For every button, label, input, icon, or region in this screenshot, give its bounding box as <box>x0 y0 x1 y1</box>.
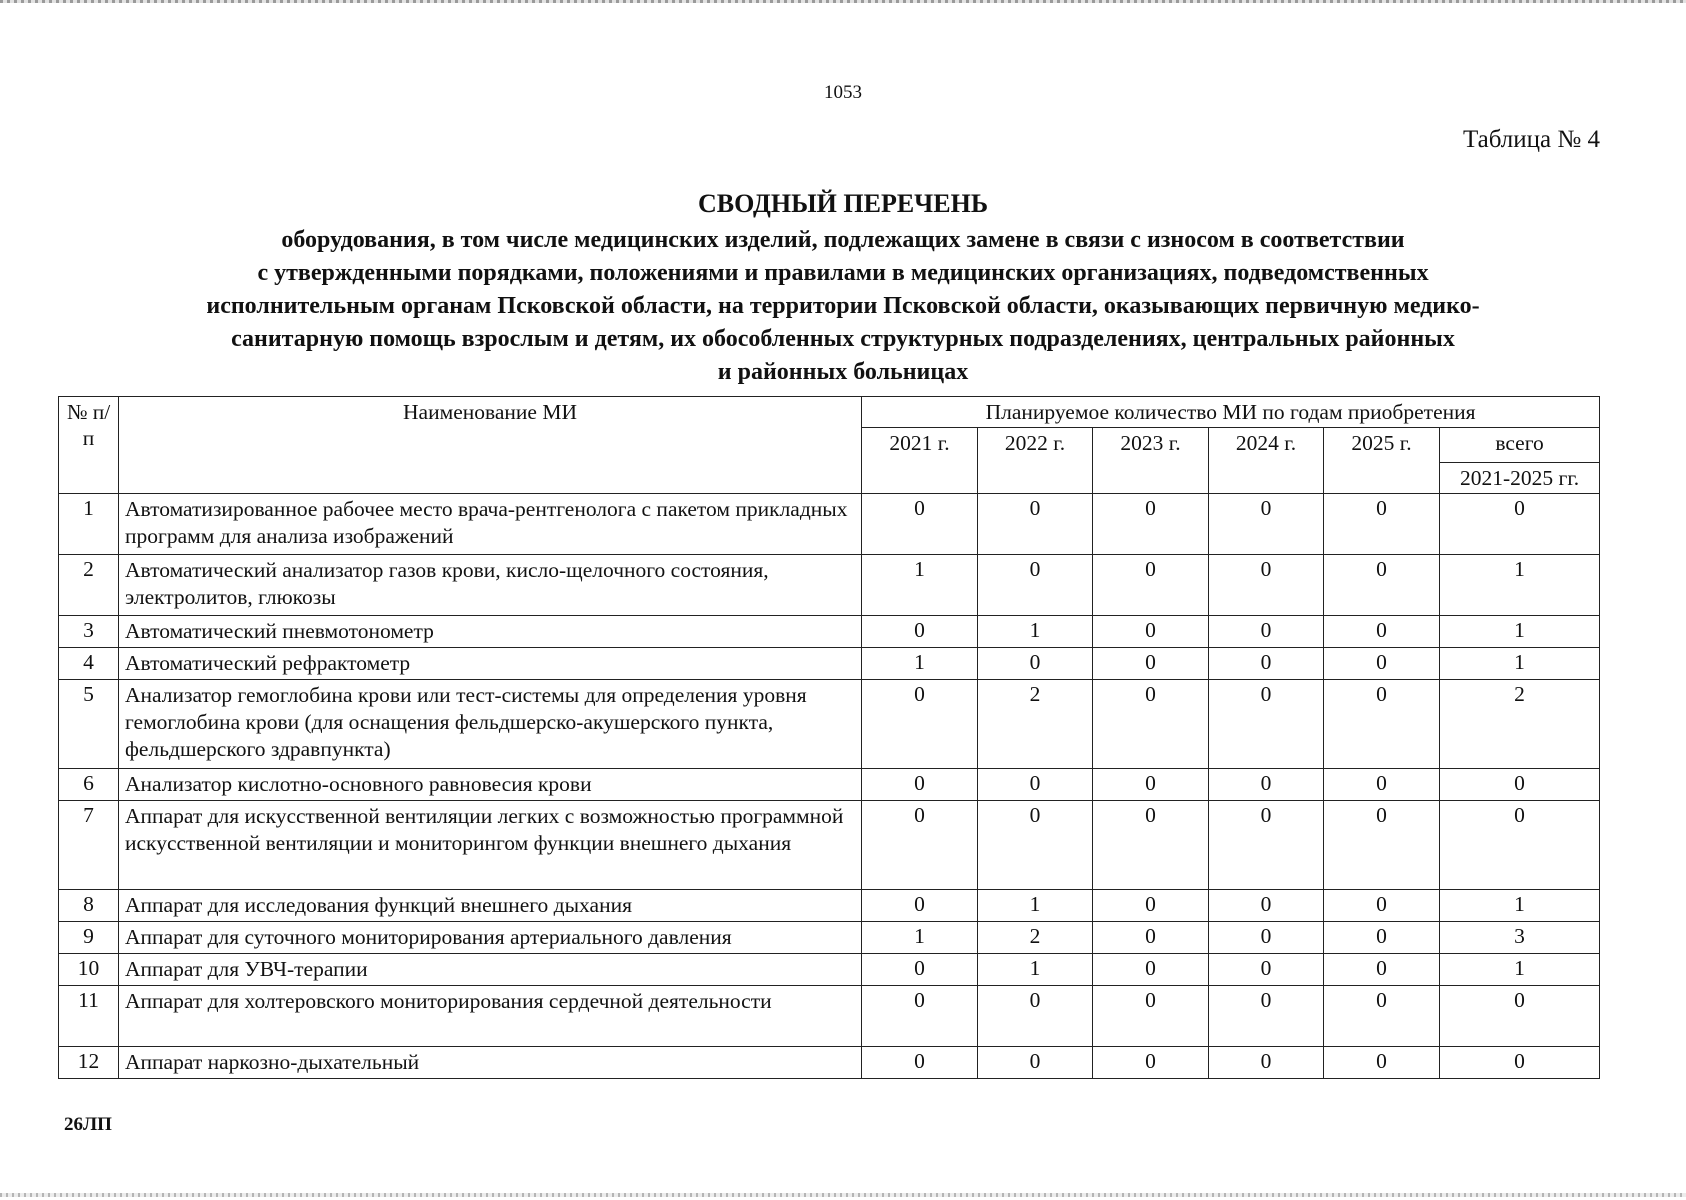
value-2024: 0 <box>1209 954 1324 986</box>
value-2025: 0 <box>1324 986 1440 1047</box>
value-2021: 0 <box>862 986 978 1047</box>
value-2025: 0 <box>1324 648 1440 680</box>
value-total: 0 <box>1440 769 1600 801</box>
item-name: Автоматизированное рабочее место врача-рентгенолога с пакетом прикладных программ для анализа изображений <box>119 494 862 555</box>
value-2024: 0 <box>1209 494 1324 555</box>
item-name: Анализатор кислотно-основного равновесия крови <box>119 769 862 801</box>
value-2024: 0 <box>1209 769 1324 801</box>
value-2021: 0 <box>862 890 978 922</box>
value-2025: 0 <box>1324 922 1440 954</box>
value-2022: 0 <box>978 648 1093 680</box>
row-number: 6 <box>59 769 119 801</box>
value-total: 2 <box>1440 680 1600 769</box>
item-name: Аппарат для суточного мониторирования артериального давления <box>119 922 862 954</box>
value-2021: 0 <box>862 801 978 890</box>
table-row <box>59 616 1600 648</box>
item-name: Автоматический анализатор газов крови, кисло-щелочного состояния, электролитов, глюкозы <box>119 555 862 616</box>
header-planned: Планируемое количество МИ по годам приобретения <box>862 397 1600 428</box>
value-2023: 0 <box>1093 801 1209 890</box>
value-2023: 0 <box>1093 680 1209 769</box>
value-2021: 0 <box>862 616 978 648</box>
header-year: 2023 г. <box>1093 428 1209 494</box>
value-2022: 0 <box>978 801 1093 890</box>
value-2025: 0 <box>1324 680 1440 769</box>
value-2025: 0 <box>1324 801 1440 890</box>
value-2023: 0 <box>1093 648 1209 680</box>
document-title: СВОДНЫЙ ПЕРЕЧЕНЬ <box>697 189 989 218</box>
value-2025: 0 <box>1324 1047 1440 1079</box>
header-total: всего <box>1440 428 1600 463</box>
value-2022: 2 <box>978 680 1093 769</box>
table-row <box>59 494 1600 555</box>
value-2024: 0 <box>1209 555 1324 616</box>
row-number: 5 <box>59 680 119 769</box>
item-name: Аппарат для искусственной вентиляции легких с возможностью программной искусственной вентиляции и мониторингом функции внешнего дыхания <box>119 801 862 890</box>
footer-code: 26ЛП <box>64 1114 112 1135</box>
table-row <box>59 680 1600 769</box>
value-2022: 2 <box>978 922 1093 954</box>
value-2024: 0 <box>1209 648 1324 680</box>
value-2021: 0 <box>862 494 978 555</box>
table-row <box>59 890 1600 922</box>
row-number: 8 <box>59 890 119 922</box>
value-2022: 0 <box>978 769 1093 801</box>
header-year: 2022 г. <box>978 428 1093 494</box>
value-2022: 0 <box>978 986 1093 1047</box>
table-label: Таблица № 4 <box>1462 126 1600 153</box>
subtitle-line: оборудования, в том числе медицинских изделий, подлежащих замене в связи с износом в соответствии <box>281 227 1405 253</box>
value-2024: 0 <box>1209 801 1324 890</box>
value-2022: 1 <box>978 954 1093 986</box>
value-total: 1 <box>1440 890 1600 922</box>
item-name: Аппарат наркозно-дыхательный <box>119 1047 862 1079</box>
table-row <box>59 954 1600 986</box>
header-num: № п/п <box>59 397 119 494</box>
value-2023: 0 <box>1093 769 1209 801</box>
header-name: Наименование МИ <box>119 397 862 494</box>
subtitle-line: санитарную помощь взрослым и детям, их обособленных структурных подразделениях, центральных районных <box>231 326 1455 352</box>
row-number: 10 <box>59 954 119 986</box>
row-number: 4 <box>59 648 119 680</box>
row-number: 2 <box>59 555 119 616</box>
header-year: 2025 г. <box>1324 428 1440 494</box>
value-2021: 1 <box>862 555 978 616</box>
value-2023: 0 <box>1093 616 1209 648</box>
subtitle-line: с утвержденными порядками, положениями и правилами в медицинских организациях, подведомственных <box>257 260 1429 286</box>
item-name: Анализатор гемоглобина крови или тест-системы для определения уровня гемоглобина крови (для оснащения фельдшерско-акушерского пункта, фельдшерского здравпункта) <box>119 680 862 769</box>
row-number: 3 <box>59 616 119 648</box>
value-2025: 0 <box>1324 769 1440 801</box>
item-name: Аппарат для исследования функций внешнего дыхания <box>119 890 862 922</box>
value-2025: 0 <box>1324 890 1440 922</box>
value-total: 1 <box>1440 648 1600 680</box>
value-total: 0 <box>1440 986 1600 1047</box>
value-2023: 0 <box>1093 986 1209 1047</box>
value-2024: 0 <box>1209 922 1324 954</box>
value-total: 1 <box>1440 616 1600 648</box>
subtitle-line: и районных больницах <box>717 359 969 385</box>
value-2021: 0 <box>862 954 978 986</box>
table-row <box>59 648 1600 680</box>
value-total: 0 <box>1440 494 1600 555</box>
header-year: 2021 г. <box>862 428 978 494</box>
value-total: 0 <box>1440 1047 1600 1079</box>
value-2021: 0 <box>862 769 978 801</box>
value-2022: 0 <box>978 494 1093 555</box>
table-row <box>59 801 1600 890</box>
value-total: 0 <box>1440 801 1600 890</box>
value-2025: 0 <box>1324 494 1440 555</box>
item-name: Аппарат для УВЧ-терапии <box>119 954 862 986</box>
value-2025: 0 <box>1324 555 1440 616</box>
table-row <box>59 555 1600 616</box>
value-2025: 0 <box>1324 616 1440 648</box>
value-2023: 0 <box>1093 922 1209 954</box>
document-subtitle <box>50 224 1636 389</box>
value-2023: 0 <box>1093 1047 1209 1079</box>
value-2021: 1 <box>862 922 978 954</box>
scan-edge-top <box>0 0 1686 3</box>
value-2024: 0 <box>1209 986 1324 1047</box>
value-2021: 0 <box>862 680 978 769</box>
table-row <box>59 769 1600 801</box>
value-2022: 0 <box>978 1047 1093 1079</box>
header-year: 2024 г. <box>1209 428 1324 494</box>
item-name: Автоматический пневмотонометр <box>119 616 862 648</box>
value-total: 1 <box>1440 954 1600 986</box>
value-2022: 1 <box>978 616 1093 648</box>
scan-edge-bottom <box>0 1193 1686 1197</box>
value-2023: 0 <box>1093 890 1209 922</box>
row-number: 11 <box>59 986 119 1047</box>
value-total: 3 <box>1440 922 1600 954</box>
table-row <box>59 922 1600 954</box>
value-2024: 0 <box>1209 616 1324 648</box>
row-number: 12 <box>59 1047 119 1079</box>
page-number: 1053 <box>824 82 862 103</box>
value-2025: 0 <box>1324 954 1440 986</box>
header-total-period: 2021-2025 гг. <box>1440 463 1600 494</box>
table-row <box>59 1047 1600 1079</box>
equipment-table <box>58 396 1600 1079</box>
value-2022: 0 <box>978 555 1093 616</box>
value-2024: 0 <box>1209 1047 1324 1079</box>
value-total: 1 <box>1440 555 1600 616</box>
value-2024: 0 <box>1209 890 1324 922</box>
item-name: Аппарат для холтеровского мониторирования сердечной деятельности <box>119 986 862 1047</box>
value-2022: 1 <box>978 890 1093 922</box>
row-number: 1 <box>59 494 119 555</box>
subtitle-line: исполнительным органам Псковской области, на территории Псковской области, оказывающих первичную медико- <box>206 293 1480 319</box>
value-2023: 0 <box>1093 954 1209 986</box>
row-number: 9 <box>59 922 119 954</box>
value-2024: 0 <box>1209 680 1324 769</box>
value-2023: 0 <box>1093 494 1209 555</box>
item-name: Автоматический рефрактометр <box>119 648 862 680</box>
value-2023: 0 <box>1093 555 1209 616</box>
value-2021: 1 <box>862 648 978 680</box>
table-row <box>59 986 1600 1047</box>
row-number: 7 <box>59 801 119 890</box>
value-2021: 0 <box>862 1047 978 1079</box>
